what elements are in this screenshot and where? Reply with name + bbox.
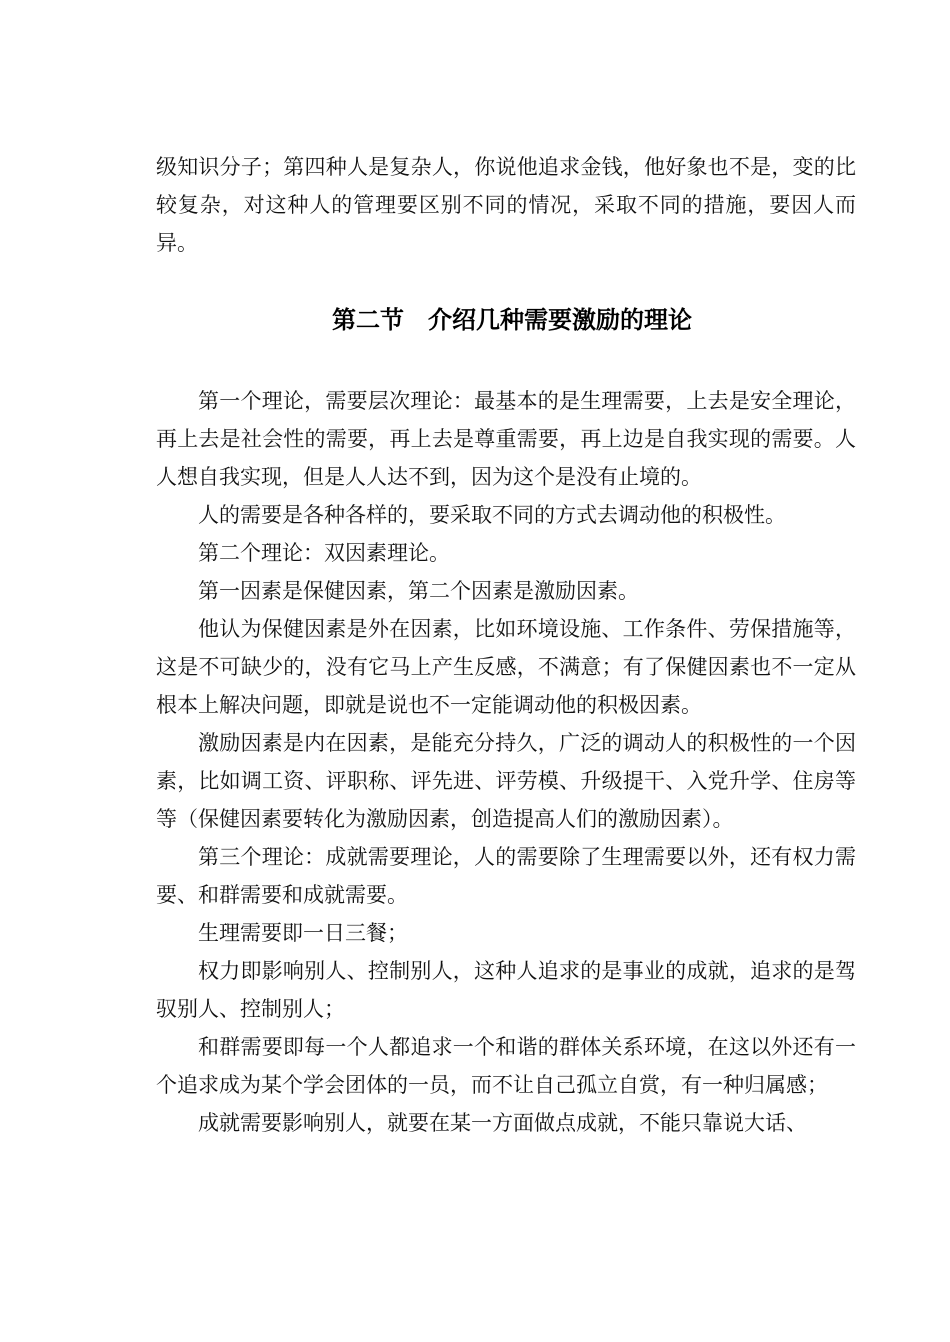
paragraph-1: 第一个理论，需要层次理论：最基本的是生理需要，上去是安全理论，再上去是社会性的需要，再上去是尊重需要，再上边是自我实现的需要。人人想自我实现，但是人人达不到，因为这个是没有止境的。	[156, 389, 856, 489]
paragraph-6: 激励因素是内在因素，是能充分持久，广泛的调动人的积极性的一个因素，比如调工资、评职称、评先进、评劳模、升级提干、入党升学、住房等等（保健因素要转化为激励因素，创造提高人们的激励因素）。	[156, 731, 856, 831]
intro-paragraph: 级知识分子；第四种人是复杂人，你说他追求金钱，他好象也不是，变的比较复杂，对这种人的管理要区别不同的情况，采取不同的措施，要因人而异。	[156, 155, 856, 255]
section-heading: 第二节 介绍几种需要激励的理论	[332, 306, 692, 334]
paragraph-9: 权力即影响别人、控制别人，这种人追求的是事业的成就，追求的是驾驭别人、控制别人；	[156, 959, 856, 1021]
paragraph-7: 第三个理论：成就需要理论，人的需要除了生理需要以外，还有权力需要、和群需要和成就需要。	[156, 845, 856, 907]
document-body	[156, 148, 856, 1142]
paragraph-5: 他认为保健因素是外在因素，比如环境设施、工作条件、劳保措施等，这是不可缺少的，没有它马上产生反感，不满意；有了保健因素也不一定从根本上解决问题，即就是说也不一定能调动他的积极因素。	[156, 617, 856, 717]
paragraph-3: 第二个理论：双因素理论。	[198, 541, 450, 565]
paragraph-11: 成就需要影响别人，就要在某一方面做点成就，不能只靠说大话、	[198, 1111, 807, 1135]
paragraph-10: 和群需要即每一个人都追求一个和谐的群体关系环境，在这以外还有一个追求成为某个学会团体的一员，而不让自己孤立自赏，有一种归属感；	[156, 1035, 856, 1097]
paragraph-8: 生理需要即一日三餐；	[198, 921, 408, 945]
paragraph-4: 第一因素是保健因素，第二个因素是激励因素。	[198, 579, 639, 603]
paragraph-2: 人的需要是各种各样的，要采取不同的方式去调动他的积极性。	[198, 503, 786, 527]
